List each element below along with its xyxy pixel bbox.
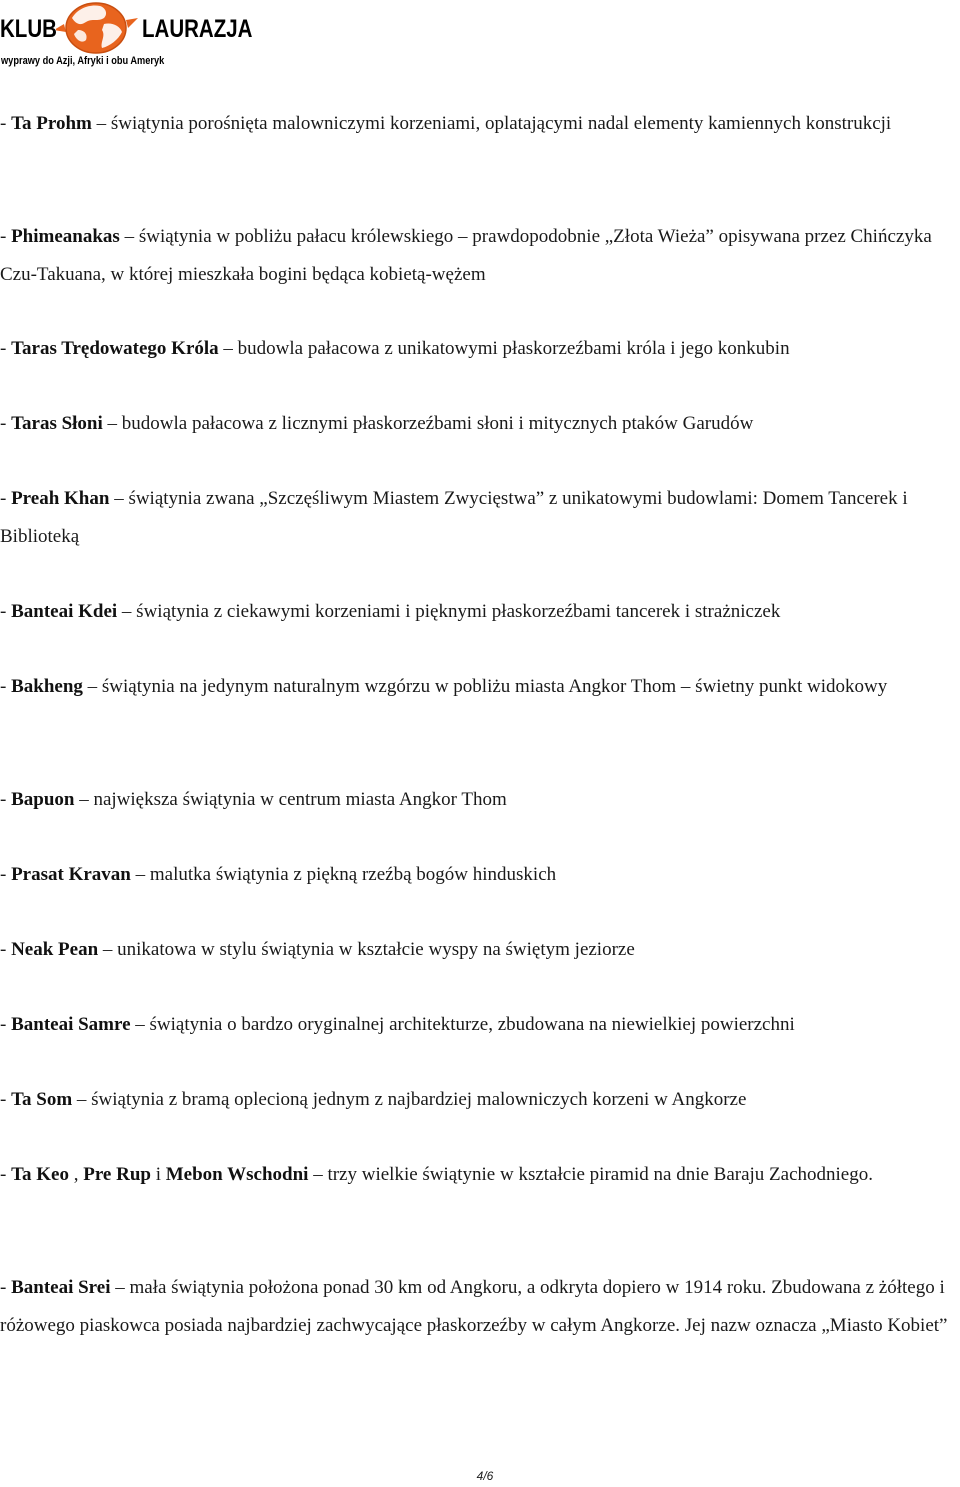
- item-name: Ta Prohm: [11, 113, 92, 134]
- list-item: [0, 593, 960, 631]
- item-description: – świątynia porośnięta malowniczymi korzeniami, oplatającymi nadal elementy kamiennych konstrukcji: [91, 113, 892, 134]
- item-dash: -: [0, 1014, 12, 1035]
- item-dash: -: [0, 226, 12, 247]
- item-name: Banteai Srei: [11, 1277, 111, 1298]
- item-name: Taras Trędowatego Króla: [11, 338, 219, 359]
- list-item: [0, 856, 960, 894]
- item-description: – świątynia o bardzo oryginalnej architekturze, zbudowana na niewielkiej powierzchni: [130, 1014, 795, 1035]
- logo-tagline: wyprawy do Azji, Afryki i obu Ameryk: [1, 55, 165, 67]
- logo-text-right: LAURAZJA: [142, 15, 253, 43]
- item-dash: -: [0, 1277, 12, 1298]
- item-name: Ta Keo: [11, 1164, 69, 1185]
- item-dash: -: [0, 113, 12, 134]
- globe-icon: [56, 0, 140, 54]
- list-item: [0, 480, 960, 555]
- item-description: – mała świątynia położona ponad 30 km od Angkoru, a odkryta dopiero w 1914 roku. Zbudowana z żółtego i różowego piaskowca posiada najbardziej zachwycające płaskorzeźby w całym Angkorze. Jej nazw oznacza „Miasto Kobiet”: [0, 1277, 948, 1336]
- item-name: Banteai Kdei: [11, 601, 118, 622]
- item-dash: -: [0, 413, 12, 434]
- item-name: Phimeanakas: [11, 226, 120, 247]
- item-description: – świątynia z ciekawymi korzeniami i pięknymi płaskorzeźbami tancerek i strażniczek: [117, 601, 781, 622]
- item-name: Neak Pean: [11, 939, 99, 960]
- item-description: – świątynia z bramą oplecioną jednym z najbardziej malowniczych korzeni w Angkorze: [72, 1089, 747, 1110]
- list-item: [0, 405, 960, 443]
- item-dash: -: [0, 1164, 12, 1185]
- item-name: Preah Khan: [11, 488, 110, 509]
- list-item: [0, 1156, 960, 1194]
- item-name: Prasat Kravan: [11, 864, 131, 885]
- item-dash: -: [0, 676, 12, 697]
- item-dash: -: [0, 488, 12, 509]
- item-description: – malutka świątynia z piękną rzeźbą bogów hinduskich: [130, 864, 557, 885]
- list-item: [0, 218, 960, 293]
- list-item: [0, 931, 960, 969]
- item-name: Bakheng: [11, 676, 83, 697]
- item-description: – świątynia na jedynym naturalnym wzgórzu w pobliżu miasta Angkor Thom – świetny punkt widokowy: [82, 676, 888, 697]
- item-description: – świątynia zwana „Szczęśliwym Miastem Zwycięstwa” z unikatowymi budowlami: Domem Tancerek i Biblioteką: [0, 488, 908, 547]
- item-description: – budowla pałacowa z licznymi płaskorzeźbami słoni i mitycznych ptaków Garudów: [102, 413, 754, 434]
- item-dash: -: [0, 601, 12, 622]
- list-item: [0, 1006, 960, 1044]
- list-item: [0, 668, 960, 706]
- item-description: – trzy wielkie świątynie w kształcie piramid na dnie Baraju Zachodniego.: [308, 1164, 873, 1185]
- list-item: [0, 105, 960, 143]
- logo-text-left: KLUB: [0, 15, 57, 43]
- list-item: [0, 781, 960, 819]
- site-logo: [0, 0, 260, 72]
- item-separator: i: [150, 1164, 166, 1185]
- item-dash: -: [0, 789, 12, 810]
- item-name-3: Mebon Wschodni: [165, 1164, 309, 1185]
- item-description: – budowla pałacowa z unikatowymi płaskorzeźbami króla i jego konkubin: [218, 338, 790, 359]
- list-item: [0, 330, 960, 368]
- item-name: Taras Słoni: [11, 413, 103, 434]
- page-number: 4/6: [476, 1469, 494, 1483]
- list-item: [0, 1269, 960, 1344]
- item-separator: ,: [68, 1164, 84, 1185]
- item-description: – unikatowa w stylu świątynia w kształcie wyspy na świętym jeziorze: [98, 939, 635, 960]
- item-description: – świątynia w pobliżu pałacu królewskiego – prawdopodobnie „Złota Wieża” opisywana przez Chińczyka Czu-Takuana, w której mieszkała bogini będąca kobietą-wężem: [0, 226, 932, 285]
- item-description: – największa świątynia w centrum miasta Angkor Thom: [74, 789, 507, 810]
- item-name-2: Pre Rup: [83, 1164, 151, 1185]
- item-dash: -: [0, 939, 12, 960]
- item-dash: -: [0, 1089, 12, 1110]
- item-name: Ta Som: [11, 1089, 73, 1110]
- list-item: [0, 1081, 960, 1119]
- item-name: Banteai Samre: [11, 1014, 131, 1035]
- item-dash: -: [0, 338, 12, 359]
- item-dash: -: [0, 864, 12, 885]
- item-name: Bapuon: [11, 789, 75, 810]
